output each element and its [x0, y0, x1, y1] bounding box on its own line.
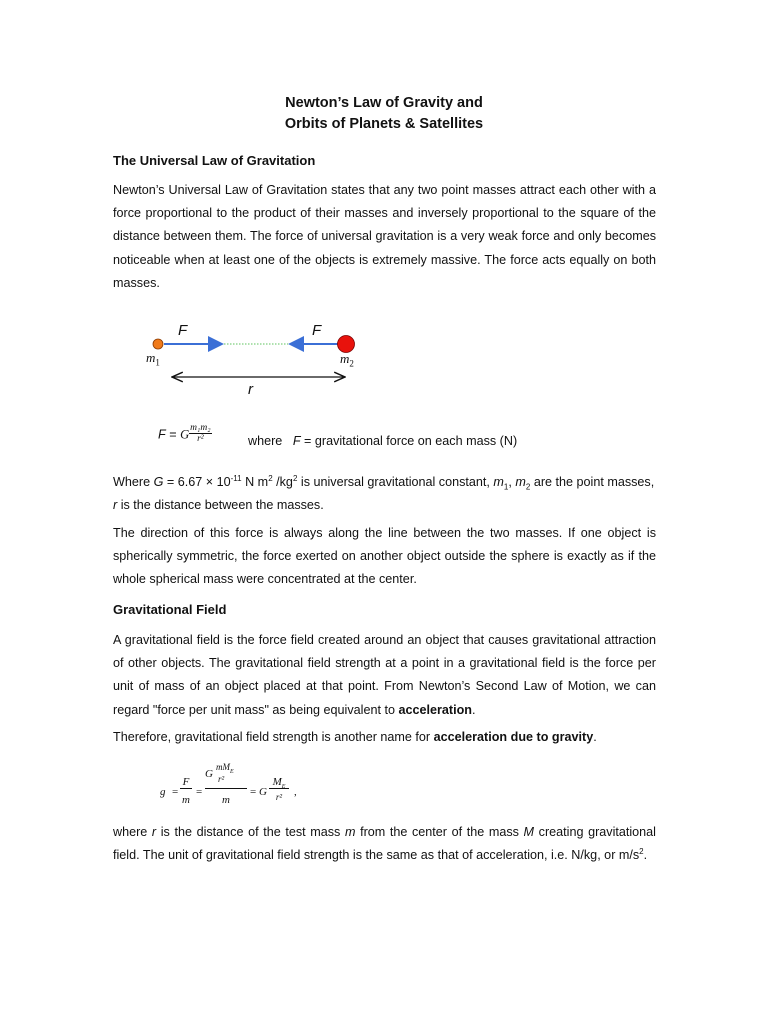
- title-line-1: Newton’s Law of Gravity and: [285, 95, 483, 111]
- two-mass-diagram: [140, 318, 370, 398]
- distance-label: r: [248, 381, 253, 398]
- mass-small-circle: [153, 339, 163, 349]
- paragraph-acceleration: Therefore, gravitational field strength is another name for acceleration due to gravity.: [113, 730, 597, 744]
- paragraph-gravitational-field: A gravitational field is the force field created around an object that causes gravitational attraction of other objects. The gravitational field strength at a point in a gravitational field is the force per unit of mass of an object placed at that point. From Newton’s Second Law of Motion, we can regard "force per unit mass" as being equivalent to acceleration.: [113, 633, 656, 717]
- mass-label-right: $m_2$: [340, 351, 354, 369]
- section-heading-universal-law: The Universal Law of Gravitation: [113, 153, 316, 168]
- formula-gravity: F = G $\frac{\text{m₁m₂}}{\text{r²}}$: [158, 423, 211, 444]
- title-line-2: Orbits of Planets & Satellites: [284, 116, 484, 132]
- paragraph-direction: The direction of this force is always along the line between the two masses. If one object is spherically symmetric, the force exerted on another object outside the sphere is exactly as if the whole spherical mass were concentrated at the center.: [113, 526, 656, 587]
- force-label-right: F: [312, 322, 322, 339]
- formula-definition: where F = gravitational force on each mass (N): [248, 434, 518, 448]
- paragraph-universal-law: Newton’s Universal Law of Gravitation states that any two point masses attract each other with a force proportional to the product of their masses and inversely proportional to the square of the distance between them. The force of universal gravitation is a very weak force and only becomes noticeable when at least one of the objects is extremely massive. The force acts equally on both masses.: [113, 183, 656, 290]
- paragraph-unit: where r is the distance of the test mass m from the center of the mass M creating gravitational field. The unit of gravitational field strength is the same as that of acceleration, i.e. N/kg, or $m/s^2$.: [113, 825, 656, 863]
- formula-fraction: $\frac{\text{m₁m₂}}{\text{r²}}$: [190, 423, 211, 444]
- force-label-left: F: [178, 322, 188, 339]
- page-title: [0, 93, 768, 135]
- mass-large-circle: [338, 336, 355, 353]
- paragraph-constant: Where $G = 6.67 \times 10^{-11}$ N $m^2$ $/kg^2$ is universal gravitational constant, $m_1$, $m_2$ are the point masses, r is the distance between the masses.: [113, 473, 655, 513]
- mass-label-left: $m_1$: [146, 350, 160, 368]
- section-heading-gravitational-field: Gravitational Field: [113, 602, 227, 617]
